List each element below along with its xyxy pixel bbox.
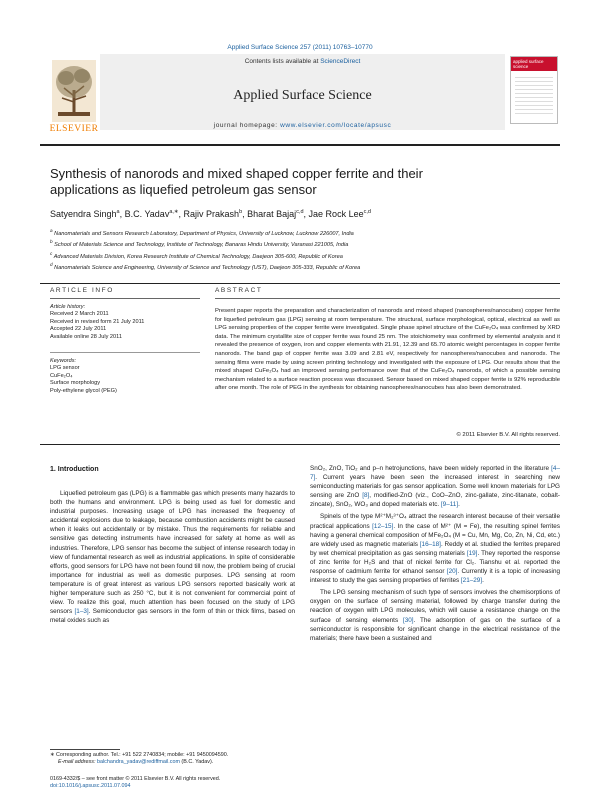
abstract-text: Present paper reports the preparation and characterization of nanorods and mixed shaped (nanospheres/nanocubes) copper ferrite for liquefied petroleum gas (LPG) sensing at room temperature. The structural, surface morphological, optical, electrical as well as LPG sensing properties of the copper ferrite were investigated. Single phase spinel structure of the CuFe₂O₄ was confirmed by XRD data. The minimum crystallite size of copper ferrite was found 25 nm. The stoichiometry was confirmed by elemental analysis and it revealed the presence of oxygen, iron and copper elements with 21.91, 12.39 and 65.70 atomic weight percentages in copper ferrite nanorods. The band gap of copper ferrite was 3.09 and 2.81 eV, respectively for nanospheres/nanocubes and nanorods. The sensing films were made by using screen printing technology and investigated with the exposure of LPG. Our results show that the mixed shaped CuFe₂O₄ had an improved sensing performance over that of the CuFe₂O₄ nanorods, of which a possible sensing mechanism related to a surface reaction process was discussed. Sensor based on mixed shaped copper ferrite is 92% reproducible after one month. The role of PEG in the synthesis for obtaining nanospheres/nanocubes has also been demonstrated.	[215, 308, 560, 392]
title-line-1: Synthesis of nanorods and mixed shaped copper ferrite and their	[50, 166, 423, 181]
author-email-link[interactable]: balchandra_yadav@rediffmail.com	[96, 759, 180, 766]
article-info-heading: ARTICLE INFO	[50, 287, 114, 294]
cover-text-lines	[515, 77, 553, 117]
left-column	[50, 489, 295, 625]
keywords	[50, 358, 200, 395]
journal-reference[interactable]: Applied Surface Science 257 (2011) 10763–10770	[227, 44, 373, 51]
affiliation-item: $^d$ Nanomaterials Science and Engineering, University of Science and Technology (UST), Daejeon 305-333, Republic of Korea	[50, 262, 361, 272]
intro-paragraph: SnO₂, ZnO, TiO₂ and p–n hetrojunctions, have been widely reported in the literature [4–7]. Current years have been seen the increased interest in searching new semiconducting materials for gas sensor application. Some well known materials for LPG sensing are ZnO [8], modified-ZnO (viz., CoO–ZnO, zinc-gallate, zinc-titanate, cobalt-zincate), SnO₂, WO₃ and doped materials etc. [9–11].	[310, 465, 560, 509]
abstract-bottom-rule	[40, 444, 560, 445]
author-list: Satyendra Singh$^a$, B.C. Yadav$^{a,∗}$, Rajiv Prakash$^b$, Bharat Bajaj$^{c,d}$, Jae Rock Lee$^{c,d}$	[50, 209, 371, 219]
issn-line: 0169-4332/$ – see front matter © 2011 Elsevier B.V. All rights reserved.	[50, 776, 221, 782]
abstract-heading: ABSTRACT	[215, 287, 263, 294]
elsevier-logo-text: ELSEVIER	[49, 124, 99, 134]
abstract-copyright: © 2011 Elsevier B.V. All rights reserved.	[456, 432, 560, 438]
paper-title	[50, 166, 560, 198]
history-label: Article history:	[50, 304, 86, 310]
history-item: Received in revised form 21 July 2011	[50, 318, 145, 325]
author-name[interactable]: B.C. Yadav	[124, 209, 170, 219]
journal-cover-thumbnail[interactable]	[510, 56, 558, 124]
abstract-rule	[215, 298, 560, 299]
author-name[interactable]: Jae Rock Lee	[308, 209, 364, 219]
cover-title: applied surface science	[513, 59, 544, 69]
keywords-rule	[50, 352, 200, 353]
citation-link[interactable]: [4–7]	[310, 465, 560, 482]
journal-title: Applied Surface Science	[233, 88, 372, 103]
footnote-rule	[50, 749, 120, 750]
citation-link[interactable]: [9–11]	[440, 501, 459, 509]
elsevier-tree-icon	[52, 60, 96, 122]
header-rule	[40, 144, 560, 146]
author-name[interactable]: Rajiv Prakash	[183, 209, 240, 219]
intro-paragraph: The LPG sensing mechanism of such type of sensors involves the chemisorptions of oxygen on the surface of sensing material, followed by charge transfer during the reaction of oxygen with LPG molecules, which will cause a resistance change on the surface of sensing elements [30]. The adsorption of gas on the surface of a semiconductor is responsible for significant change in the electrical resistance of the materials; there have been a sustained and	[310, 589, 561, 642]
history-item: Available online 28 July 2011	[50, 333, 122, 340]
author-affil-sup: c,d	[363, 209, 371, 215]
title-line-2: applications as liquefied petroleum gas sensor	[50, 182, 317, 197]
intro-paragraph: Liquefied petroleum gas (LPG) is a flammable gas which presents many hazards to both the humans and environment. LPG is being used as fuel for domestic and industrial purposes. Increasing usage of LPG has increased the frequency of accidental explosions due to leakage, because combustion accidents might be caused when it leaks out accidentally or by mistake. Thus the requirements for reliable and sensitive gas detecting instruments have increased for safety at home as well as industries. Therefore, LPG sensor has become the subject of intense research today in view of fundamental research as well as industrial applications. In spite of considerable efforts, good sensors for LPG have not been found till now, the problem being of crucial importance for industrial as well as domestic purposes. LPG sensing at room temperature is of great interest as various LPG sensors reported basically work at higher temperature such as 250 °C, but it is not convenient for commercial point of view. To realize this goal, much attention has been focused on the study of LPG sensors [1–3]. Semiconductor gas sensors in the form of thin or thick films, based on metal oxides such as	[50, 490, 295, 625]
affiliation-item: $^b$ School of Materials Science and Technology, Institute of Technology, Banaras Hindu University, Varanasi 221005, India	[50, 239, 349, 249]
homepage-label: journal homepage:	[213, 122, 281, 129]
issn-block	[50, 776, 350, 791]
homepage-link[interactable]: www.elsevier.com/locate/apsusc	[280, 122, 392, 129]
history-item: Accepted 22 July 2011	[50, 326, 107, 333]
corresponding-author: ∗ Corresponding author. Tel.: +91 522 2740834; mobile: +91 9450094590.	[50, 752, 229, 758]
keywords-label: Keywords:	[50, 358, 77, 364]
citation-link[interactable]: [12–15]	[372, 522, 394, 530]
affiliation-item: $^a$ Nanomaterials and Sensors Research Laboratory, Department of Physics, University of Lucknow, Lucknow 226007, India	[50, 228, 354, 237]
keyword-item[interactable]: Surface morphology	[50, 380, 101, 387]
keyword-item[interactable]: CuFe₂O₄	[50, 372, 73, 379]
right-column	[310, 464, 560, 643]
citation-link[interactable]: [21–29]	[460, 577, 483, 585]
author-affil-sup: b	[239, 209, 243, 215]
contents-line	[100, 58, 505, 65]
author-affil-sup: a	[116, 209, 120, 215]
article-info-rule	[50, 298, 200, 299]
intro-paragraph: Spinels of the type M²⁺M₂³⁺O₄ attract the research interest because of their versatile practical applications [12–15]. In the case of M²⁺ (M = Fe), the resulting spinel ferrites having a general chemical composition of MFe₂O₄ (M = Cu, Mn, Mg, Co, Zn, Ni, Cd, etc.) are widely used as magnetic materials [16–18]. Reddy et al. studied the ferrites prepared by wet chemical precipitation as gas sensing materials [19]. They reported the response of zinc ferrite for H₂S and that of nickel ferrite for Cl₂. Tianshu et al. reported the response of cadmium ferrite for ethanol sensor [20]. Currently it is a topic of increasing interest to study the gas sensing properties of ferrites [21–29].	[310, 513, 560, 585]
journal-homepage	[100, 122, 505, 129]
corresponding-author-footnote: ∗ Corresponding author. Tel.: +91 522 2740834; mobile: +91 9450094590. E-mail address: balchandra_yadav@rediffmail.com (B.C. Yadav).	[50, 752, 295, 767]
author-affil-sup: a,∗	[169, 209, 179, 215]
section-heading-introduction: 1. Introduction	[50, 466, 99, 473]
citation-link[interactable]: [8]	[362, 492, 370, 500]
citation-link[interactable]: [19]	[466, 549, 478, 557]
citation-link[interactable]: [30]	[402, 616, 414, 624]
article-history	[50, 304, 200, 341]
keyword-item[interactable]: Poly-ethylene glycol (PEG)	[50, 387, 117, 394]
contents-prefix: Contents lists available at	[244, 58, 321, 65]
affiliation-item: $^c$ Advanced Materials Division, Korea Research Institute of Chemical Technology, Daejeon 305-600, Republic of Korea	[50, 250, 343, 260]
author-name[interactable]: Satyendra Singh	[50, 209, 117, 219]
keyword-item[interactable]: LPG sensor	[50, 365, 80, 372]
citation-link[interactable]: [16–18]	[419, 540, 441, 548]
author-name[interactable]: Bharat Bajaj	[247, 209, 297, 219]
history-item: Received 2 March 2011	[50, 311, 109, 318]
doi-link[interactable]: doi:10.1016/j.apsusc.2011.07.094	[50, 783, 131, 790]
citation-link[interactable]: [1–3]	[74, 608, 89, 616]
sciencedirect-link[interactable]: ScienceDirect	[320, 58, 361, 65]
title-block-rule	[40, 283, 560, 284]
email-label: E-mail address:	[58, 759, 97, 766]
author-affil-sup: c,d	[296, 209, 304, 215]
citation-link[interactable]: [20]	[446, 568, 458, 576]
affiliation-list	[50, 227, 560, 273]
